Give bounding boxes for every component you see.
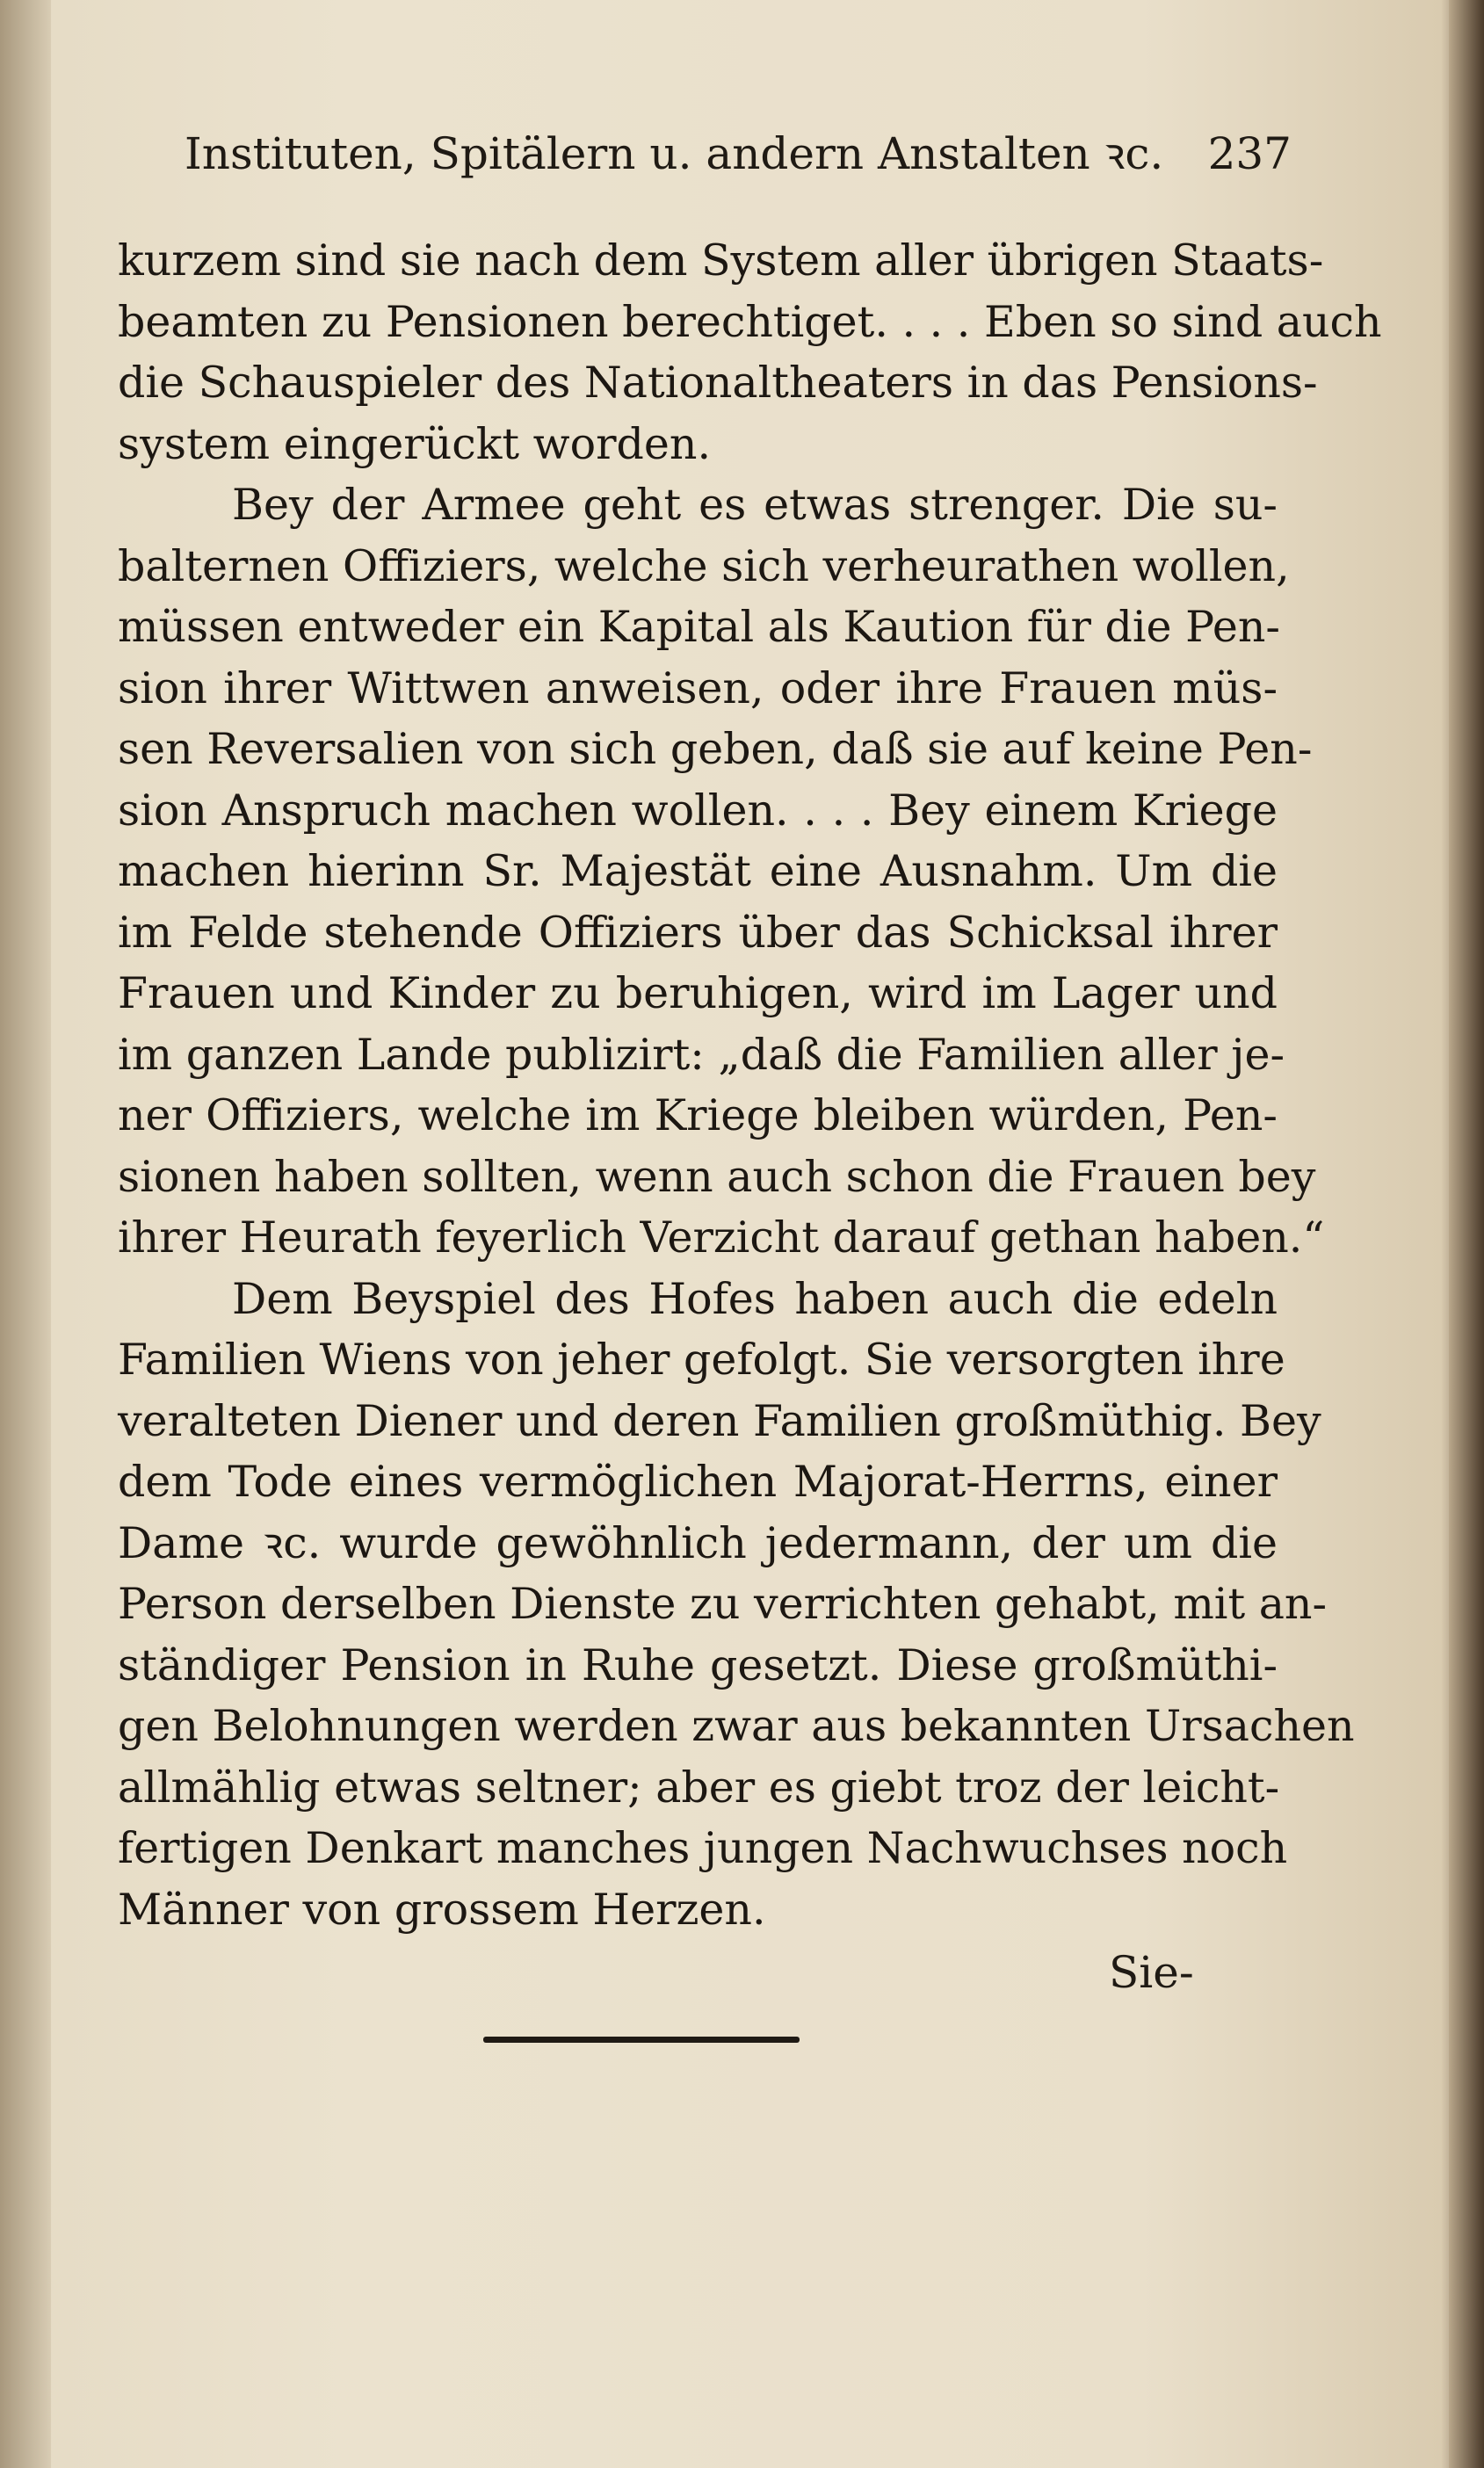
page-number: 237 — [1207, 128, 1292, 179]
text-line: müssen entweder ein Kapital als Kaution für die Pen- — [118, 602, 1280, 652]
text-line: sion Anspruch machen wollen. . . . Bey einem Kriege — [118, 785, 1278, 836]
text-line: ihrer Heurath feyerlich Verzicht darauf gethan haben.“ — [118, 1212, 1325, 1263]
text-line: im Felde stehende Offiziers über das Schicksal ihrer — [118, 907, 1278, 958]
text-line: Familien Wiens von jeher gefolgt. Sie versorgten ihre — [118, 1335, 1285, 1385]
text-line: Frauen und Kinder zu beruhigen, wird im Lager und — [118, 968, 1278, 1018]
text-line: Bey der Armee geht es etwas strenger. Die su- — [232, 480, 1278, 530]
text-line: dem Tode eines vermöglichen Majorat-Herrns, einer — [118, 1457, 1278, 1507]
text-line: balternen Offiziers, welche sich verheurathen wollen, — [118, 540, 1290, 591]
text-line: kurzem sind sie nach dem System aller übrigen Staats- — [118, 235, 1324, 286]
section-divider-rule — [483, 2037, 800, 2043]
page-edge — [1449, 0, 1484, 2468]
text-line: sion ihrer Wittwen anweisen, oder ihre Frauen müs- — [118, 662, 1278, 713]
text-line: ständiger Pension in Ruhe gesetzt. Diese großmüthi- — [118, 1639, 1278, 1690]
body-text — [118, 230, 1382, 1940]
text-line: machen hierinn Sr. Majestät eine Ausnahm. Um die — [118, 846, 1278, 896]
text-line: gen Belohnungen werden zwar aus bekannten Ursachen — [118, 1701, 1355, 1751]
text-line: fertigen Denkart manches jungen Nachwuchses noch — [118, 1823, 1288, 1873]
text-line: ner Offiziers, welche im Kriege bleiben würden, Pen- — [118, 1090, 1278, 1140]
running-head — [185, 123, 1292, 185]
text-line: im ganzen Lande publizirt: „daß die Familien aller je- — [118, 1029, 1285, 1080]
text-line: veralteten Diener und deren Familien großmüthig. Bey — [118, 1395, 1321, 1446]
text-line: sen Reversalien von sich geben, daß sie auf keine Pen- — [118, 724, 1313, 774]
page-gutter-shadow — [0, 0, 51, 2468]
text-line: Männer von grossem Herzen. — [118, 1884, 766, 1935]
catchword: Sie- — [1109, 1947, 1194, 1998]
text-line: beamten zu Pensionen berechtiget. . . . Eben so sind auch — [118, 296, 1382, 347]
text-line: Person derselben Dienste zu verrichten gehabt, mit an- — [118, 1579, 1328, 1629]
text-line: Dame ꝛc. wurde gewöhnlich jedermann, der um die — [118, 1517, 1278, 1568]
text-line: allmählig etwas seltner; aber es giebt troz der leicht- — [118, 1762, 1280, 1813]
text-line: sionen haben sollten, wenn auch schon die Frauen bey — [118, 1151, 1316, 1202]
text-line: die Schauspieler des Nationaltheaters in das Pensions- — [118, 358, 1318, 408]
text-line: system eingerückt worden. — [118, 418, 712, 469]
text-line: Dem Beyspiel des Hofes haben auch die edeln — [232, 1273, 1278, 1324]
running-title: Instituten, Spitälern u. andern Anstalten ꝛc. — [185, 128, 1164, 179]
